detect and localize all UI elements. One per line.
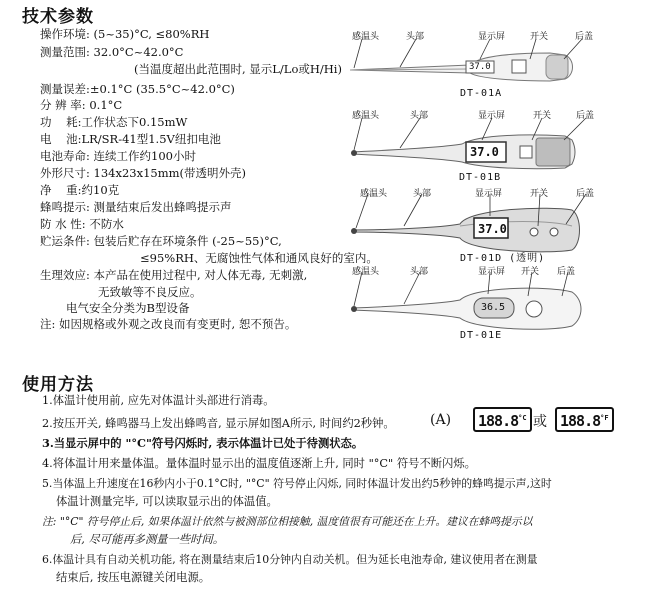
label-head: 头部 [406,32,425,42]
usage-item: 3.当显示屏中的 "°C"符号闪烁时, 表示体温计已处于待测状态。 [42,436,364,450]
model-label: DT-01B [459,172,502,183]
lcd-digits: 188.8 [478,412,519,430]
usage-item: 2.按压开关, 蜂鸣器马上发出蜂鸣音, 显示屏如图A所示, 时间约2秒钟。 [42,417,395,430]
figure-or: 或 [533,414,547,430]
label-sensor-tip: 感温头 [352,267,380,277]
label-back-cover: 后盖 [576,189,595,199]
usage-item: 结束后, 按压电源键关闭电源。 [56,571,211,584]
usage-note: 后, 尽可能再多测量一些时间。 [70,533,225,546]
figure-a-lcd-celsius [473,407,532,432]
model-label: DT-01D (透明) [460,253,546,264]
usage-item: 1.体温计使用前, 应先对体温计头部进行消毒。 [42,394,275,407]
spec-row: 外形尺寸: 134x23x15mm(带透明外壳) [40,166,247,180]
label-display: 显示屏 [475,189,503,199]
usage-item: 体温计测量完毕, 可以读取显示出的体温值。 [56,495,278,508]
label-switch: 开关 [533,111,552,121]
spec-row: 净 重:约10克 [40,183,120,197]
thermometer-a-drawing [350,25,590,95]
spec-row: 防 水 性: 不防水 [40,217,124,231]
label-display: 显示屏 [478,267,506,277]
label-head: 头部 [410,111,429,121]
label-back-cover: 后盖 [575,32,594,42]
spec-row: 测量范围: 32.0°C~42.0°C [40,45,184,59]
spec-row: 操作环境: (5~35)°C, ≤80%RH [40,27,210,41]
label-sensor-tip: 感温头 [360,189,388,199]
spec-row: 分 辨 率: 0.1°C [40,98,123,112]
spec-row: 电池寿命: 连续工作约100小时 [40,149,196,163]
lcd-unit: °C [518,414,527,422]
label-sensor-tip: 感温头 [352,32,380,42]
usage-item: 5.当体温上升速度在16秒内小于0.1°C时, "°C" 符号停止闪烁, 同时体温计发出约5秒钟的蜂鸣提示声,这时 [42,477,552,490]
label-display: 显示屏 [478,111,506,121]
label-switch: 开关 [530,32,549,42]
model-label: DT-01E [460,330,503,341]
spec-row: 注: 如因规格或外观之改良而有变更时, 恕不预告。 [40,317,297,331]
thermometer-a-lcd: 37.0 [469,62,491,72]
thermometer-e-lcd: 36.5 [481,302,506,313]
figure-a-label: (A) [430,412,452,428]
label-switch: 开关 [530,189,549,199]
spec-row: (当温度超出此范围时, 显示L/Lo或H/Hi) [134,62,342,76]
spec-row: 功 耗:工作状态下0.15mW [40,115,188,129]
spec-row: 无致敏等不良反应。 [98,285,202,299]
label-display: 显示屏 [478,32,506,42]
spec-row: 测量误差:±0.1°C (35.5°C~42.0°C) [40,82,235,96]
thermometer-e-drawing [350,264,590,336]
usage-title: 使用方法 [22,375,94,395]
thermometer-d-lcd: 37.0 [478,222,507,236]
label-head: 头部 [413,189,432,199]
spec-row: 电 池:LR/SR-41型1.5V纽扣电池 [40,132,221,146]
thermometer-b-lcd: 37.0 [470,145,499,159]
spec-row: 蜂鸣提示: 测量结束后发出蜂鸣提示声 [40,200,232,214]
specs-title: 技术参数 [22,7,94,27]
figure-a-lcd-fahrenheit [555,407,614,432]
usage-item: 4.将体温计用来量体温。量体温时显示出的温度值逐渐上升, 同时 "°C" 符号不断闪烁。 [42,457,476,470]
label-back-cover: 后盖 [557,267,576,277]
label-sensor-tip: 感温头 [352,111,380,121]
model-label: DT-01A [460,88,503,99]
spec-row: 电气安全分类为B型设备 [66,301,190,315]
label-switch: 开关 [521,267,540,277]
usage-item: 6.体温计具有自动关机功能, 将在测量结束后10分钟内自动关机。但为延长电池寿命, 建议使用者在测量 [42,553,538,566]
spec-row: 贮运条件: 包装后贮存在环境条件 (-25~55)°C, [40,234,282,248]
label-head: 头部 [410,267,429,277]
spec-row: 生理效应: 本产品在使用过程中, 对人体无毒, 无刺激, [40,268,308,282]
usage-note: 注: "°C" 符号停止后, 如果体温计依然与被测部位相接触, 温度值很有可能还在上升。建议在蜂鸣提示以 [42,515,533,528]
thermometer-b-drawing [350,108,590,178]
lcd-digits: 188.8 [560,412,601,430]
spec-row: ≤95%RH、无腐蚀性气体和通风良好的室内。 [140,251,378,265]
label-back-cover: 后盖 [576,111,595,121]
lcd-unit: °F [600,414,609,422]
